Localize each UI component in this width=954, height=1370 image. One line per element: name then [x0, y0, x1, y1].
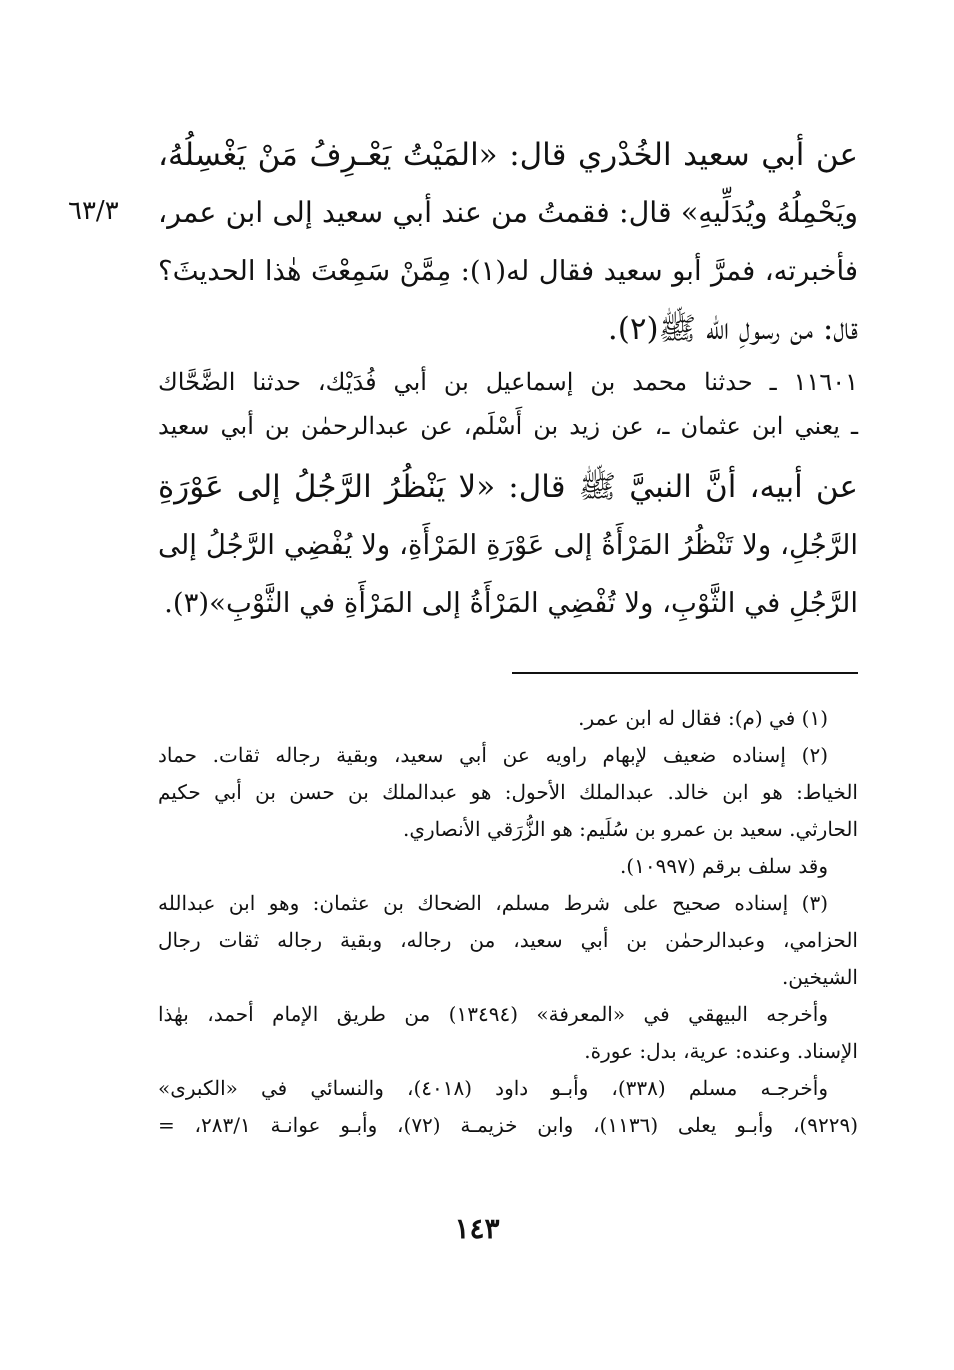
footnote-line: وأخرجه البيهقي في «المعرفة» (١٣٤٩٤) من طريق الإمام أحمد، بهٰذا [158, 1002, 829, 1026]
footnote-line: (٣) إسناده صحيح على شرط مسلم، الضحاك بن عثمان: وهو ابن عبدالله [158, 891, 828, 915]
footnote-line: (٩٢٢٩)، وأبـو يعلى (١١٣٦)، وابن خزيمـة (٧٢)، وأبـو عوانـة ٢٨٣/١، = [158, 1113, 858, 1137]
isnad-line: ـ يعني ابن عثمان ـ، عن زيد بن أَسْلَم، عن عبدالرحمٰن بن أبي سعيد [158, 412, 858, 440]
footnote-divider [512, 672, 858, 674]
footnote-line: الإسناد. وعنده: عرية، بدل: عورة. [584, 1039, 858, 1063]
footnote-line: الحارثي. سعيد بن عمرو بن سُلَيم: هو الزُّرَقي الأنصاري. [402, 817, 858, 841]
footnote-line: الحزامي، وعبدالرحمٰن بن أبي سعيد، من رجاله، وبقية رجاله ثقات رجال [158, 928, 858, 952]
text-line: ويَحْمِلُهُ ويُدَلِّيهِ» قال: فقمتُ من عند أبي سعيد إلى ابن عمر، [158, 196, 858, 229]
matn-line: الرَّجُلِ، ولا تَنْظُرُ المَرْأَةُ إلى عَوْرَةِ المَرْأَةِ، ولا يُفْضِي الرَّجُلُ إلى [158, 529, 858, 561]
text-line: قال: من رسولِ الله ﷺ(٢). [607, 311, 858, 347]
page-number: ١٤٣ [454, 1212, 500, 1245]
isnad-line: ١١٦٠١ ـ حدثنا محمد بن إسماعيل بن أبي فُدَيْك، حدثنا الضَّحَّاك [158, 368, 859, 396]
footnote-line: وقد سلف برقم (١٠٩٩٧). [619, 854, 828, 878]
footnotes-block [158, 700, 858, 1144]
footnote-line: وأخرجـه مسلم (٣٣٨)، وأبـو داود (٤٠١٨)، والنسائي في «الكبرى» [158, 1076, 828, 1100]
main-text-block [158, 126, 858, 358]
text-line: عن أبي سعيد الخُدْري قال: «المَيْتُ يَعْـرِفُ مَنْ يَغْسِلُهُ، [158, 137, 858, 173]
footnote-line: الخياط: هو ابن خالد. عبدالملك الأحول: هو عبدالملك بن حسن بن أبي حكيم [158, 780, 858, 804]
matn-line: عن أبيه، أنَّ النبيَّ ﷺ قال: «لا يَنْظُرُ الرَّجُلُ إلى عَوْرَةِ [158, 469, 858, 505]
matn-line: الرَّجُلِ في الثَّوْبِ، ولا تُفْضِي المَرْأَةُ إلى المَرْأَةِ في الثَّوْبِ»(٣). [164, 587, 858, 619]
hadith-isnad-block [158, 360, 858, 448]
footnote-line: الشيخين. [781, 965, 858, 989]
margin-volume-reference: ٦٣/٣ [68, 196, 119, 226]
footnote-line: (١) في (م): فقال له ابن عمر. [578, 706, 828, 730]
footnote-line: (٢) إسناده ضعيف لإبهام راويه عن أبي سعيد، وبقية رجاله ثقات. حماد [158, 743, 828, 767]
text-line: فأخبرته، فمرَّ أبو سعيد فقال له(١): مِمَّنْ سَمِعْتَ هٰذا الحديثَ؟ [158, 255, 858, 287]
hadith-matn-block [158, 458, 858, 632]
